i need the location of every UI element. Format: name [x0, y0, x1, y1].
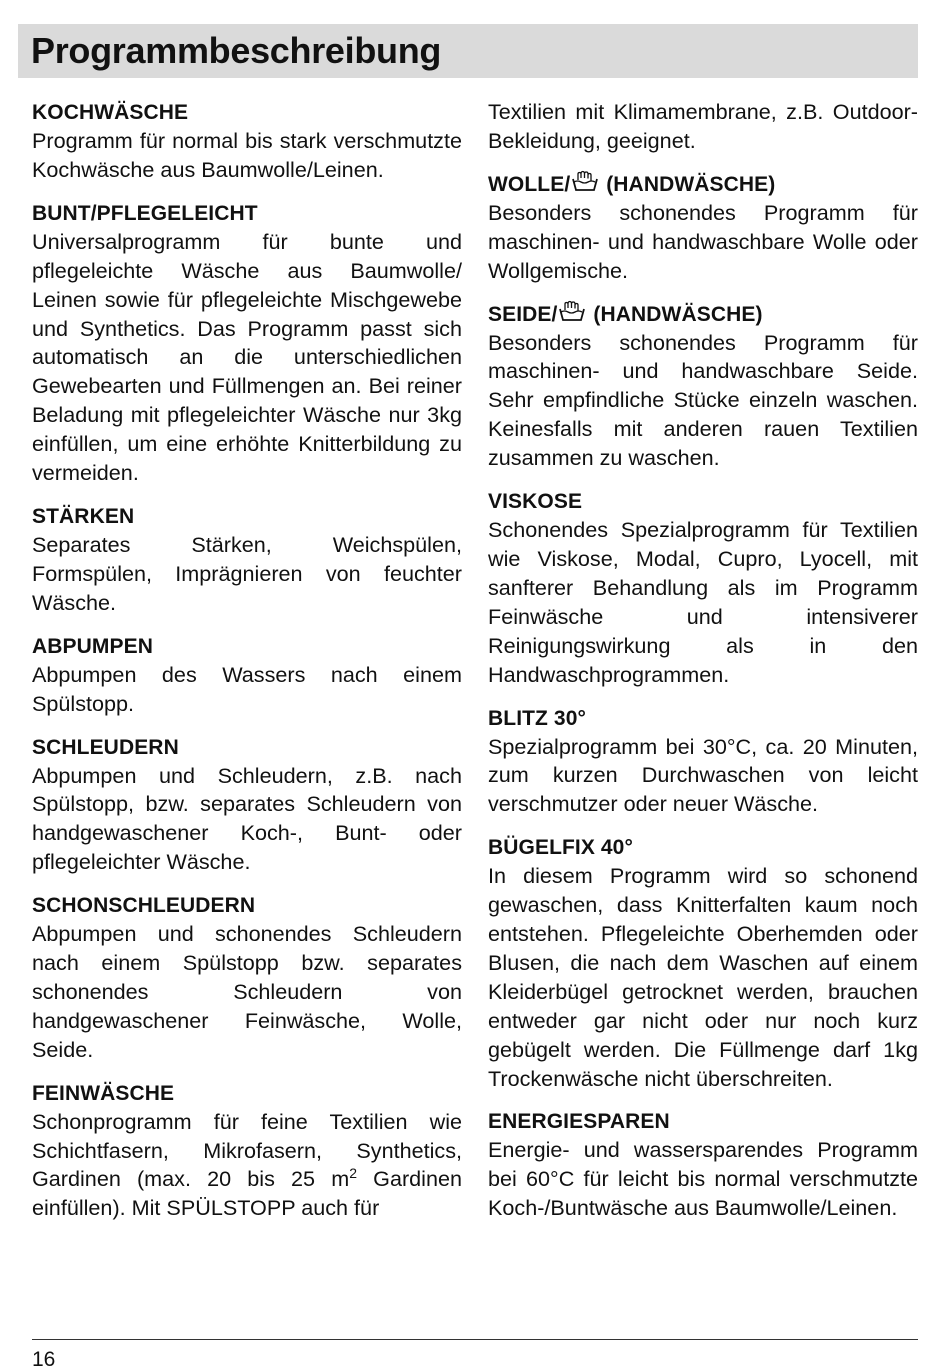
- text-part: Gardinen einfüllen). Mit SPÜLSTOPP auch für: [32, 1166, 462, 1221]
- superscript: 2: [349, 1165, 357, 1182]
- section-heading: KOCHWÄSCHE: [32, 101, 189, 124]
- section-text: Besonders schonendes Programm für maschinen- und handwaschbare Wolle oder Wollgemische.: [488, 199, 918, 283]
- right-column: [488, 98, 918, 1237]
- section-heading: BÜGELFIX 40°: [488, 836, 633, 860]
- section-energiesparen: [488, 1107, 918, 1223]
- section-staerken: [32, 502, 462, 618]
- section-heading: SCHONSCHLEUDERN: [32, 894, 256, 918]
- section-text: Universalprogramm für bunte und pflegeleichte Wäsche aus Baumwolle/ Leinen sowie für pflegeleichte Mischgewebe und Synthetics. Das Programm passt sich automatisch an die unterschiedlichen Gewebearten und Füllmengen an. Bei reiner Beladung mit pflegeleichter Wäsche nur 3kg einfüllen, um eine erhöhte Knitterbildung zu vermeiden.: [32, 228, 462, 486]
- section-heading: VISKOSE: [488, 490, 583, 514]
- footer-divider: [32, 1339, 918, 1340]
- section-heading: ABPUMPEN: [32, 634, 153, 658]
- section-wolle: [488, 170, 918, 286]
- section-buegelfix-40: [488, 833, 918, 1093]
- section-heading: ENERGIESPAREN: [488, 1110, 670, 1134]
- section-text: [32, 1108, 462, 1224]
- section-heading: FEINWÄSCHE: [32, 1081, 175, 1105]
- hand-wash-icon: [558, 300, 586, 324]
- section-text: Programm für normal bis stark verschmutzte Kochwäsche aus Baumwolle/Leinen.: [32, 128, 462, 182]
- section-schleudern: [32, 733, 462, 878]
- section-text: Separates Stärken, Weichspülen, Formspülen, Imprägnieren von feuchter Wäsche.: [32, 531, 462, 615]
- section-seide: [488, 300, 918, 474]
- page-title: Programmbeschreibung: [31, 30, 442, 71]
- section-viskose: [488, 487, 918, 689]
- section-schonschleudern: [32, 891, 462, 1065]
- section-heading: [488, 300, 918, 329]
- section-heading: BUNT/PFLEGELEICHT: [32, 201, 258, 225]
- section-text: Energie- und wassersparendes Programm bei 60°C für leicht bis normal verschmutzte Koch-/Buntwäsche aus Baumwolle/Leinen.: [488, 1137, 918, 1221]
- heading-part: SEIDE/: [488, 302, 558, 326]
- section-text: Besonders schonendes Programm für maschinen- und handwaschbare Seide. Sehr empfindliche Stücke einzeln waschen. Keinesfalls mit anderen rauen Textilien zusammen zu waschen.: [488, 329, 918, 471]
- section-blitz-30: [488, 704, 918, 820]
- section-text: Spezialprogramm bei 30°C, ca. 20 Minuten, zum kurzen Durchwaschen von leicht verschmutzer oder neuer Wäsche.: [488, 733, 918, 817]
- left-column: [32, 98, 462, 1237]
- page-number: 16: [32, 1348, 56, 1371]
- heading-part: (HANDWÄSCHE): [600, 172, 776, 196]
- title-bar: [18, 24, 918, 78]
- section-heading: STÄRKEN: [32, 504, 135, 528]
- section-bunt-pflegeleicht: [32, 199, 462, 488]
- heading-part: WOLLE/: [488, 172, 571, 196]
- section-text: Textilien mit Klimamembrane, z.B. Outdoor-Bekleidung, geeignet.: [488, 99, 918, 153]
- section-text: In diesem Programm wird so schonend gewaschen, dass Knitterfalten kaum noch entstehen. Pflegeleichte Oberhemden oder Blusen, die nach dem Waschen auf einem Kleiderbügel getrocknet werden, brauchen entweder gar nicht oder nur noch kurz gebügelt werden. Die Füllmenge darf 1kg Trockenwäsche nicht überschreiten.: [488, 863, 918, 1091]
- section-heading: BLITZ 30°: [488, 706, 586, 730]
- section-kochwaesche: [32, 98, 462, 185]
- section-heading: SCHLEUDERN: [32, 735, 179, 759]
- text-part: Schonprogramm für feine Textilien wie Schichtfasern, Mikrofasern, Synthetics, Gardinen (max. 20 bis 25 m: [32, 1108, 462, 1192]
- section-text: Abpumpen und Schleudern, z.B. nach Spülstopp, bzw. separates Schleudern von handgewaschener Koch-, Bunt- oder pflegeleichter Wäsche.: [32, 762, 462, 875]
- section-abpumpen: [32, 632, 462, 719]
- section-text: Schonendes Spezialprogramm für Textilien wie Viskose, Modal, Cupro, Lyocell, mit sanfterer Behandlung als im Programm Feinwäsche und intensiverer Reinigungswirkung als in den Handwaschprogrammen.: [488, 517, 918, 687]
- heading-part: (HANDWÄSCHE): [587, 302, 763, 326]
- section-feinwaesche-continued: [488, 98, 918, 156]
- hand-wash-icon: [571, 170, 599, 194]
- section-heading: [488, 170, 918, 199]
- section-text: Abpumpen und schonendes Schleudern nach einem Spülstopp bzw. separates schonendes Schleudern von handgewaschener Feinwäsche, Wolle, Seide.: [32, 921, 462, 1062]
- section-text: Abpumpen des Wassers nach einem Spülstopp.: [32, 661, 462, 716]
- section-feinwaesche: [32, 1079, 462, 1224]
